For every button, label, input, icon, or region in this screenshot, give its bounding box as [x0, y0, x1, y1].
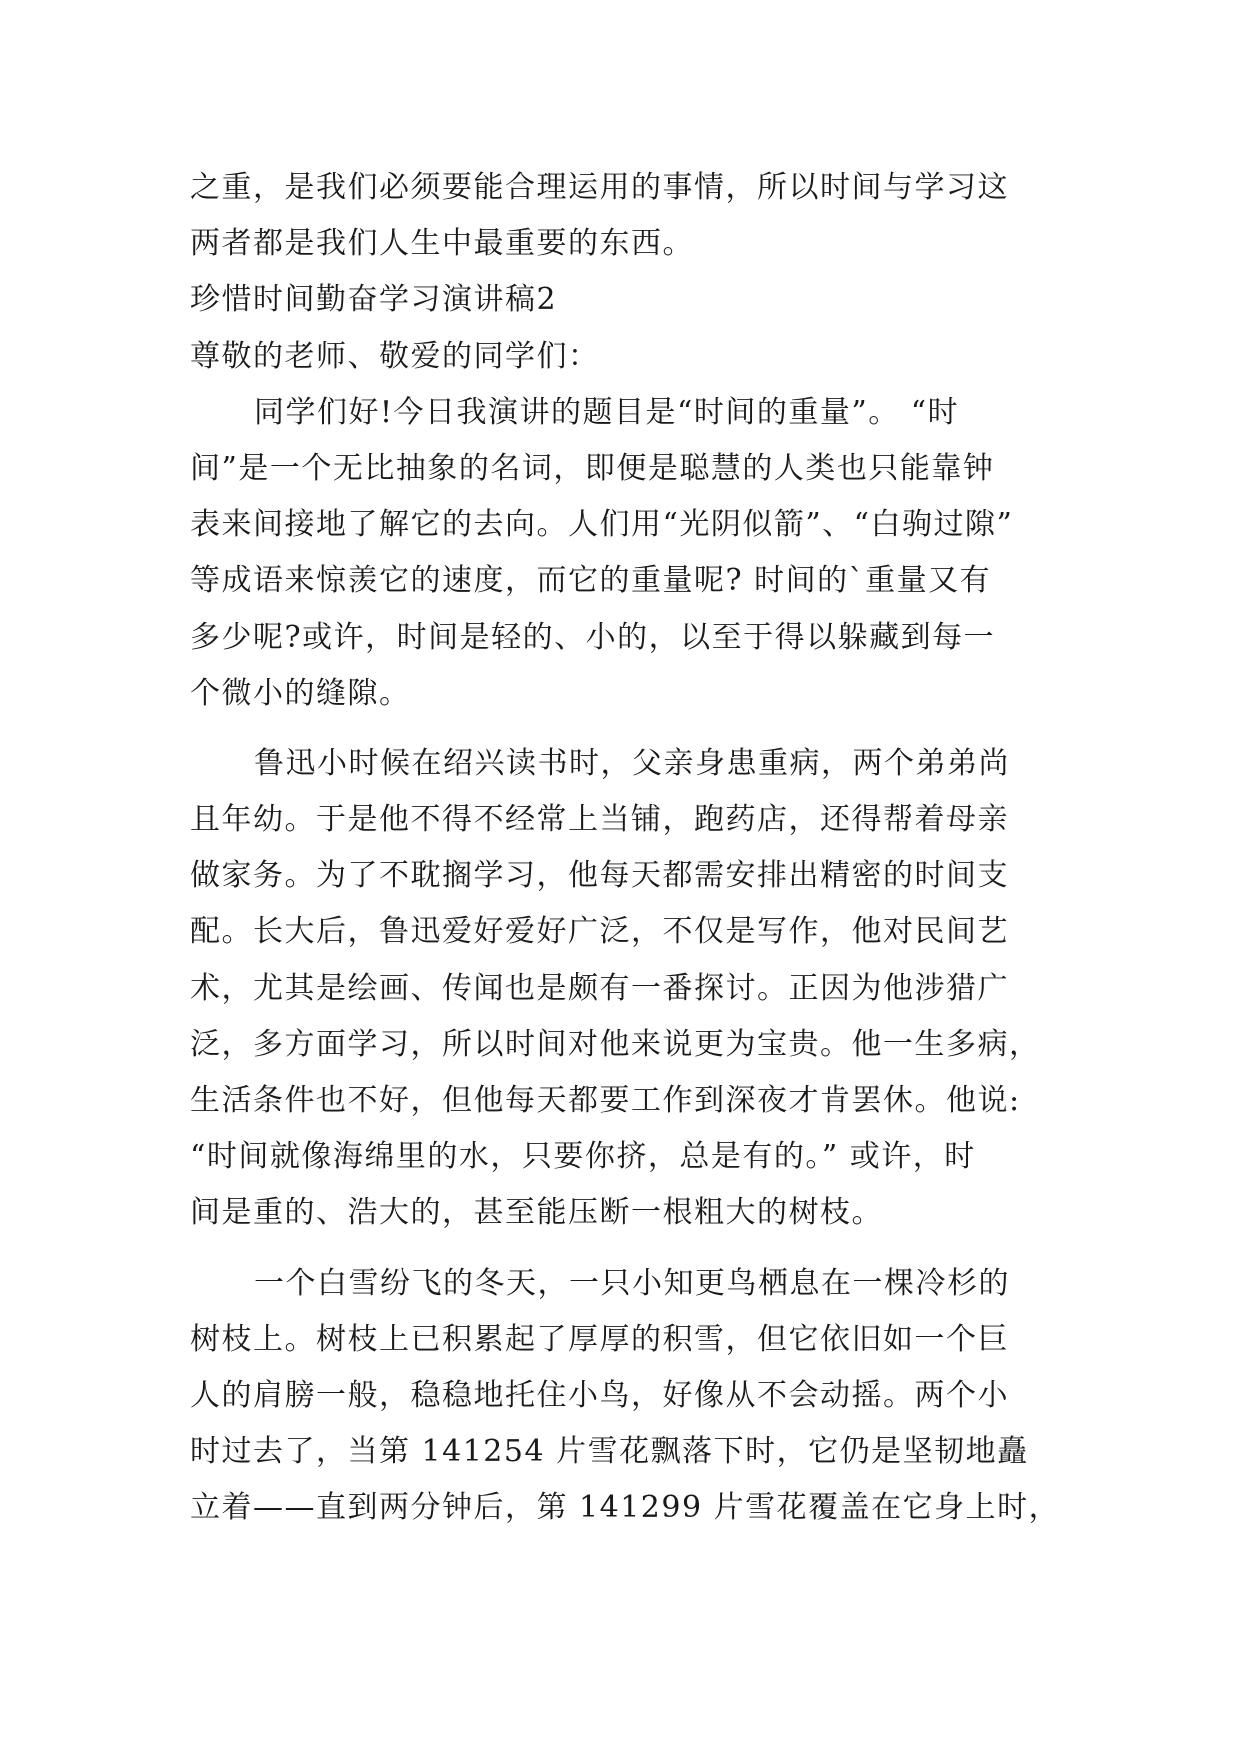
- paragraph-gap: [190, 1242, 1070, 1256]
- text-line: 且年幼。于是他不得不经常上当铺，跑药店，还得帮着母亲: [190, 802, 1009, 838]
- text-line: 间是重的、浩大的，甚至能压断一根粗大的树枝。: [190, 1195, 883, 1231]
- text-line: 个微小的缝隙。: [190, 675, 411, 711]
- text-line: 同学们好!今日我演讲的题目是“时间的重量”。 “时: [254, 394, 960, 430]
- text-line: 多少呢?或许，时间是轻的、小的，以至于得以躲藏到每一: [190, 619, 996, 655]
- text-line: 鲁迅小时候在绍兴读书时，父亲身患重病，两个弟弟尚: [254, 745, 1010, 781]
- text-line: 人的肩膀一般，稳稳地托住小鸟，好像从不会动摇。两个小: [190, 1377, 1009, 1413]
- salutation: 尊敬的老师、敬爱的同学们：: [190, 338, 600, 374]
- text-line: 间”是一个无比抽象的名词，即便是聪慧的人类也只能靠钟: [190, 450, 995, 486]
- paragraph-gap: [190, 722, 1070, 736]
- text-line: 做家务。为了不耽搁学习，他每天都需安排出精密的时间支: [190, 858, 1009, 894]
- text-line: 时过去了，当第 141254 片雪花飘落下时，它仍是坚韧地矗: [190, 1434, 1029, 1470]
- text-line: “时间就像海绵里的水，只要你挤，总是有的。” 或许，时: [190, 1139, 976, 1175]
- text-line: 配。长大后，鲁迅爱好爱好广泛，不仅是写作，他对民间艺: [190, 914, 1009, 950]
- text-line: 一个白雪纷飞的冬天，一只小知更鸟栖息在一棵冷杉的: [254, 1265, 1010, 1301]
- text-line: 两者都是我们人生中最重要的东西。: [190, 226, 694, 262]
- text-line: 术，尤其是绘画、传闻也是颇有一番探讨。正因为他涉猎广: [190, 970, 1009, 1006]
- section-title: 珍惜时间勤奋学习演讲稿2: [190, 282, 558, 318]
- text-line: 表来间接地了解它的去向。人们用“光阴似箭”、“白驹过隙”: [190, 507, 1014, 543]
- text-line: 立着——直到两分钟后，第 141299 片雪花覆盖在它身上时，: [190, 1490, 1061, 1526]
- text-line: 泛，多方面学习，所以时间对他来说更为宝贵。他一生多病，: [190, 1026, 1041, 1062]
- text-line: 之重，是我们必须要能合理运用的事情，所以时间与学习这: [190, 170, 1009, 205]
- document-body: [190, 160, 1070, 1537]
- text-line: 生活条件也不好，但他每天都要工作到深夜才肯罢休。他说:: [190, 1083, 1021, 1118]
- text-line: 等成语来惊羡它的速度，而它的重量呢? 时间的`重量又有: [190, 563, 992, 599]
- text-line: 树枝上。树枝上已积累起了厚厚的积雪，但它依旧如一个巨: [190, 1321, 1009, 1357]
